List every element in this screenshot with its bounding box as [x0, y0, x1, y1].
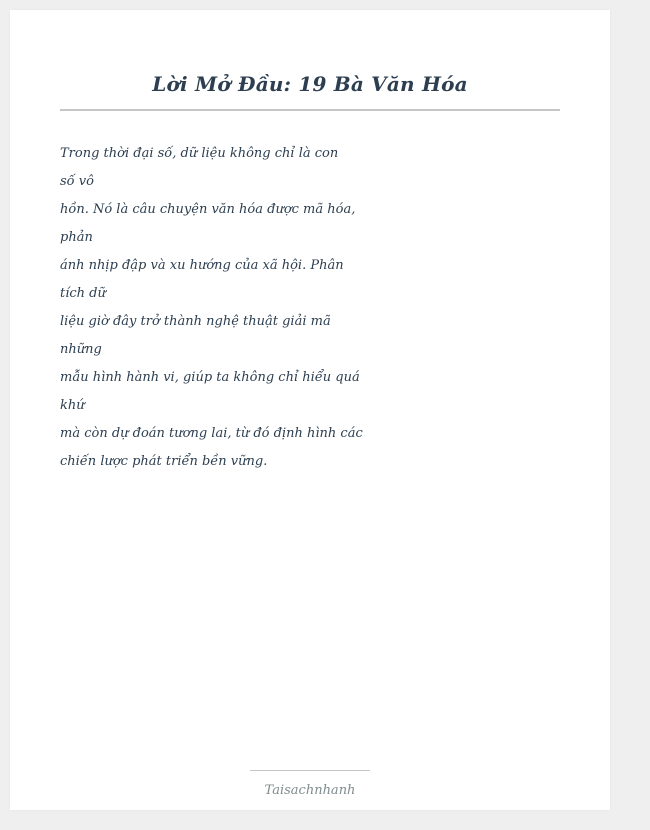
- body-line: những: [60, 342, 102, 357]
- page-title: Lời Mở Đầu: 19 Bà Văn Hóa: [152, 72, 468, 96]
- body-line: khứ: [60, 398, 85, 413]
- document-page: [10, 10, 610, 810]
- body-line: phản: [60, 230, 93, 245]
- body-line: số vô: [60, 174, 94, 189]
- body-line: Trong thời đại số, dữ liệu không chỉ là con: [60, 146, 339, 161]
- body-line: liệu giờ đây trở thành nghệ thuật giải mã: [60, 314, 331, 329]
- body-line: chiến lược phát triển bền vững.: [60, 454, 268, 469]
- body-line: mẫu hình hành vi, giúp ta không chỉ hiểu quá: [60, 370, 360, 385]
- footer-divider: [250, 770, 370, 771]
- body-line: hồn. Nó là câu chuyện văn hóa được mã hóa,: [60, 202, 356, 217]
- body-line: mà còn dự đoán tương lai, từ đó định hình các: [60, 426, 363, 441]
- title-divider: [60, 109, 560, 111]
- footer-brand: Taisachnhanh: [264, 783, 356, 798]
- body-paragraph: [60, 140, 363, 476]
- body-line: ánh nhịp đập và xu hướng của xã hội. Phân: [60, 258, 344, 273]
- body-line: tích dữ: [60, 286, 106, 301]
